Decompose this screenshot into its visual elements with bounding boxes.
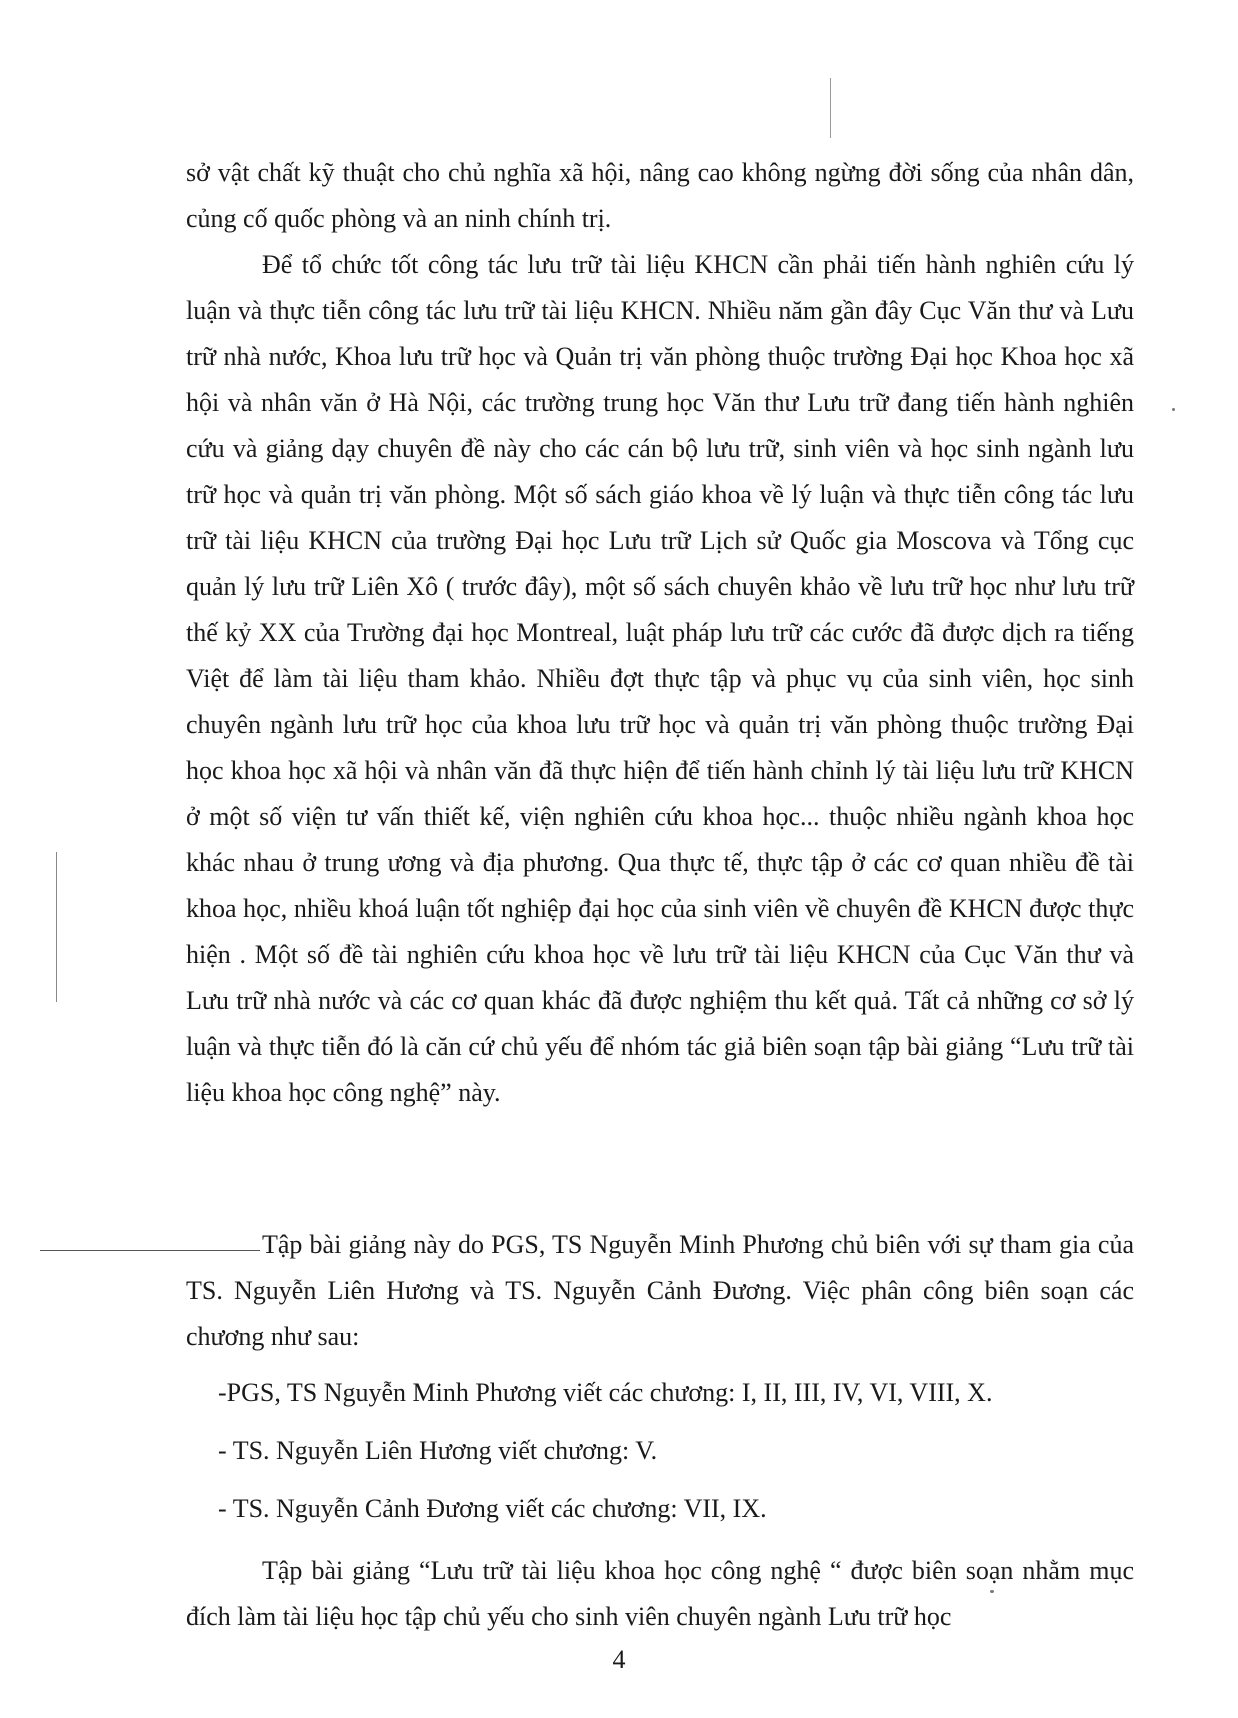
assignment-item: - TS. Nguyễn Cảnh Đương viết các chương: VII, IX. [218, 1494, 767, 1523]
paragraph-authors: Tập bài giảng này do PGS, TS Nguyễn Minh Phương chủ biên với sự tham gia của TS. Nguyễn Liên Hương và TS. Nguyễn Cảnh Đương. Việc phân công biên soạn các chương như sau: [186, 1230, 1134, 1351]
assignment-item: -PGS, TS Nguyễn Minh Phương viết các chương: I, II, III, IV, VI, VIII, X. [218, 1378, 993, 1407]
scan-artifact-line [830, 78, 831, 138]
assignment-item: - TS. Nguyễn Liên Hương viết chương: V. [218, 1436, 658, 1465]
scan-speck [1172, 408, 1175, 411]
paragraph-research: Để tổ chức tốt công tác lưu trữ tài liệu KHCN cần phải tiến hành nghiên cứu lý luận và thực tiễn công tác lưu trữ tài liệu KHCN. Nhiều năm gần đây Cục Văn thư và Lưu trữ nhà nước, Khoa lưu trữ học và Quản trị văn phòng thuộc trường Đại học Khoa học xã hội và nhân văn ở Hà Nội, các trường trung học Văn thư Lưu trữ đang tiến hành nghiên cứu và giảng dạy chuyên đề này cho các cán bộ lưu trữ, sinh viên và học sinh ngành lưu trữ học và quản trị văn phòng. Một số sách giáo khoa về lý luận và thực tiễn công tác lưu trữ tài liệu KHCN của trường Đại học Lưu trữ Lịch sử Quốc gia Moscova và Tổng cục quản lý lưu trữ Liên Xô ( trước đây), một số sách chuyên khảo về lưu trữ học như lưu trữ thế kỷ XX của Trường đại học Montreal, luật pháp lưu trữ các cước đã được dịch ra tiếng Việt để làm tài liệu tham khảo. Nhiều đợt thực tập và phục vụ của sinh viên, học sinh chuyên ngành lưu trữ học của khoa lưu trữ học và quản trị văn phòng thuộc trường Đại học khoa học xã hội và nhân văn đã thực hiện để tiến hành chỉnh lý tài liệu lưu trữ KHCN ở một số viện tư vấn thiết kế, viện nghiên cứu khoa học... thuộc nhiều ngành khoa học khác nhau ở trung ương và địa phương. Qua thực tế, thực tập ở các cơ quan nhiều đề tài khoa học, nhiều khoá luận tốt nghiệp đại học của sinh viên về chuyên đề KHCN được thực hiện . Một số đề tài nghiên cứu khoa học về lưu trữ tài liệu KHCN của Cục Văn thư và Lưu trữ nhà nước và các cơ quan khác đã được nghiệm thu kết quả. Tất cả những cơ sở lý luận và thực tiễn đó là căn cứ chủ yếu để nhóm tác giả biên soạn tập bài giảng “Lưu trữ tài liệu khoa học công nghệ” này. [186, 250, 1134, 1107]
page-number: 4 [612, 1645, 626, 1674]
scan-artifact-line [56, 852, 57, 1002]
text-block-closing [186, 1548, 1134, 1640]
paragraph-continuation: sở vật chất kỹ thuật cho chủ nghĩa xã hội, nâng cao không ngừng đời sống của nhân dân, củng cố quốc phòng và an ninh chính trị. [186, 158, 1134, 233]
text-block-authors [186, 1222, 1134, 1360]
paragraph-closing: Tập bài giảng “Lưu trữ tài liệu khoa học công nghệ “ được biên soạn nhằm mục đích làm tài liệu học tập chủ yếu cho sinh viên chuyên ngành Lưu trữ học [186, 1556, 1134, 1631]
text-block-top [186, 150, 1134, 1116]
